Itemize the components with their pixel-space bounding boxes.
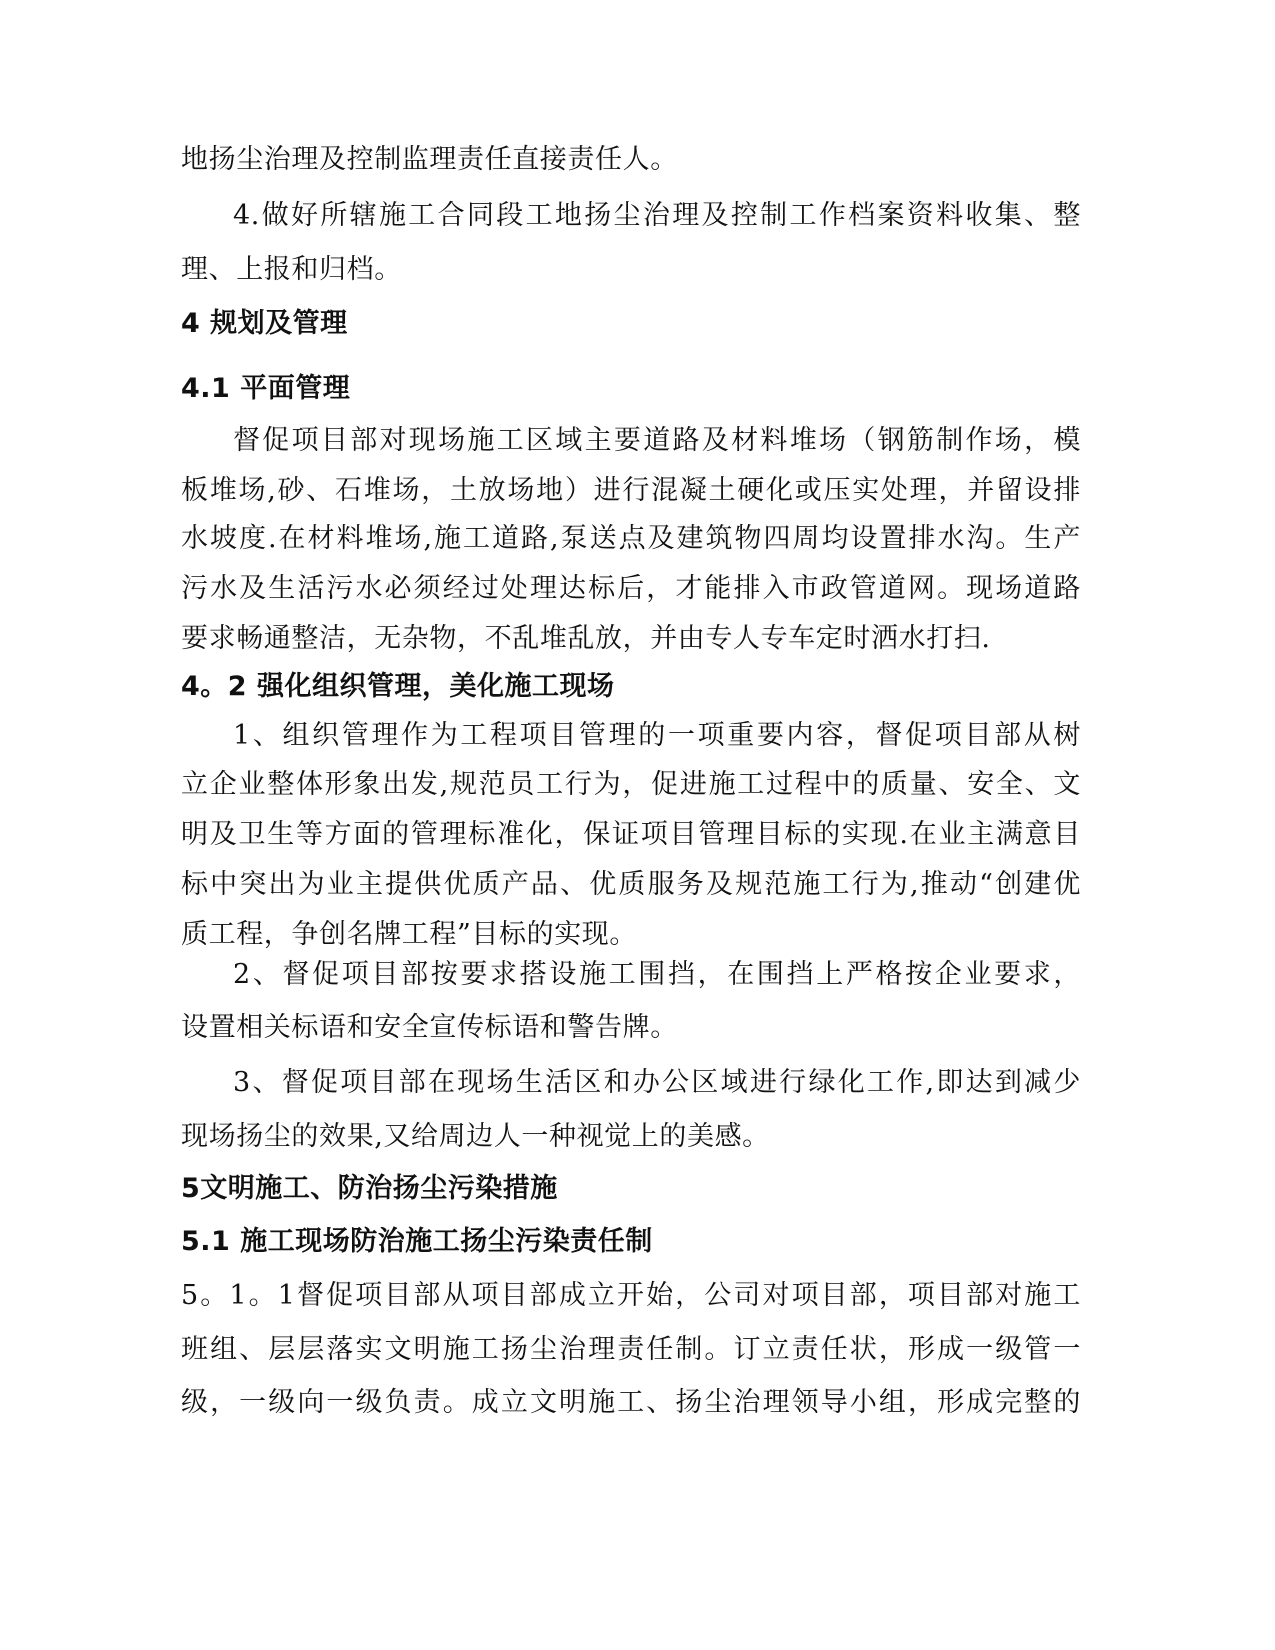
paragraph-line: 标中突出为业主提供优质产品、优质服务及规范施工行为,推动“创建优 (181, 869, 1081, 900)
paragraph-line: 地扬尘治理及控制监理责任直接责任人。 (181, 144, 678, 175)
paragraph-line: 质工程，争创名牌工程”目标的实现。 (181, 919, 638, 950)
paragraph-line: 2、督促项目部按要求搭设施工围挡，在围挡上严格按企业要求， (233, 959, 1081, 990)
subsection-heading: 5.1 施工现场防治施工扬尘污染责任制 (181, 1226, 653, 1257)
paragraph-line: 现场扬尘的效果,又给周边人一种视觉上的美感。 (181, 1121, 770, 1152)
paragraph-line: 1、组织管理作为工程项目管理的一项重要内容，督促项目部从树 (233, 720, 1081, 751)
paragraph-line: 水坡度.在材料堆场,施工道路,泵送点及建筑物四周均设置排水沟。生产 (181, 523, 1081, 554)
paragraph-line: 立企业整体形象出发,规范员工行为，促进施工过程中的质量、安全、文 (181, 769, 1081, 800)
subsection-heading: 4。2 强化组织管理，美化施工现场 (181, 671, 615, 702)
paragraph-line: 4.做好所辖施工合同段工地扬尘治理及控制工作档案资料收集、整 (233, 200, 1081, 231)
subsection-heading: 4.1 平面管理 (181, 373, 351, 404)
paragraph-line: 污水及生活污水必须经过处理达标后，才能排入市政管道网。现场道路 (181, 573, 1081, 604)
section-heading: 5文明施工、防治扬尘污染措施 (181, 1173, 558, 1204)
paragraph-line: 督促项目部对现场施工区域主要道路及材料堆场（钢筋制作场，模 (233, 425, 1081, 456)
paragraph-line: 要求畅通整洁，无杂物，不乱堆乱放，并由专人专车定时洒水打扫. (181, 623, 991, 654)
paragraph-line: 设置相关标语和安全宣传标语和警告牌。 (181, 1012, 678, 1043)
paragraph-line: 板堆场,砂、石堆场，土放场地）进行混凝土硬化或压实处理，并留设排 (181, 475, 1081, 506)
paragraph-line: 明及卫生等方面的管理标准化，保证项目管理目标的实现.在业主满意目 (181, 819, 1081, 850)
section-heading: 4 规划及管理 (181, 308, 348, 339)
paragraph-line: 级，一级向一级负责。成立文明施工、扬尘治理领导小组，形成完整的 (181, 1387, 1081, 1418)
paragraph-line: 班组、层层落实文明施工扬尘治理责任制。订立责任状，形成一级管一 (181, 1334, 1081, 1365)
paragraph-line: 理、上报和归档。 (181, 254, 402, 285)
paragraph-line: 5。1。1督促项目部从项目部成立开始，公司对项目部，项目部对施工 (181, 1280, 1081, 1311)
paragraph-line: 3、督促项目部在现场生活区和办公区域进行绿化工作,即达到减少 (233, 1067, 1081, 1098)
